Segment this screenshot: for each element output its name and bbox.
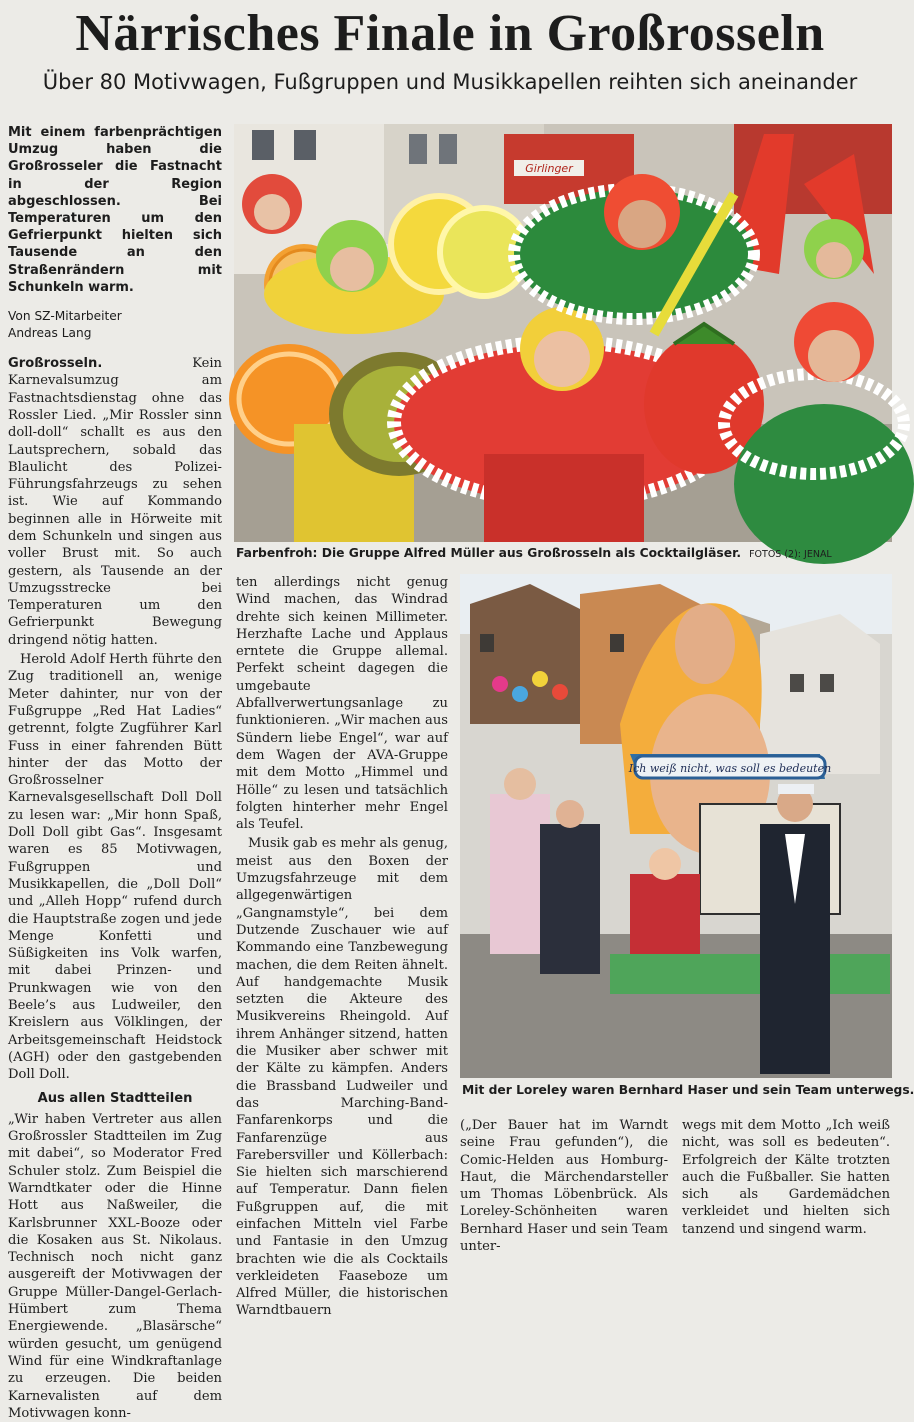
truck-brand-text: Girlinger	[525, 162, 573, 175]
paragraph-2: Herold Adolf Herth führte den Zug traditionell an, wenige Meter dahinter, nur von der Fußgruppe „Red Hat Ladies“ getrennt, folgte Zugführer Karl Fuss in einer fahrenden Bütt hinter der das Motto der Großrosselner Karnevalsgesellschaft Doll Doll zu lesen war: „Mir honn Spaß, Doll Doll gibt Gas“. Insgesamt waren es 85 Motivwagen, Fußgruppen und Musikkapellen, die „Doll Doll“ und „Alleh Hopp“ rufend durch die Hauptstraße zogen und jede Menge Konfetti und Süßigkeiten ins Volk warfen, mit dabei Prinzen- und Prunkwagen wie von den Beele’s aus Ludweiler, den Kreislern aus Völklingen, der Arbeitsgemeinschaft Heidstock (AGH) oder den gastgebenden Doll Doll.	[8, 652, 222, 1083]
article-column-2	[236, 574, 448, 1319]
photo-cocktail-costumes	[234, 124, 892, 542]
photo-1-caption	[236, 546, 832, 560]
paragraph-3: „Wir haben Vertreter aus allen Großrossler Stadtteilen im Zug mit dabei“, so Moderator Fred Schuler stolz. Zum Beispiel die Warndtkater oder die Hinne Hott aus Naßweiler, die Karlsbrunner XXL-Booze oder die Kosaken aus St. Nikolaus. Technisch noch nicht ganz ausgereift der Motivwagen der Gruppe Müller-Dangel-Gerlach-Hümbert zum Thema Energiewende. „Blasärsche“ würden gesucht, um genügend Wind für eine Windkraftanlage zu erzeugen. Die beiden Karnevalisten auf dem Motivwagen konn-	[8, 1111, 222, 1421]
col3-paragraph: („Der Bauer hat im Warndt seine Frau gefunden“), die Comic-Helden aus Homburg-Haut, die Märchendarsteller um Thomas Löbenbrück. Als Loreley-Schönheiten waren Bernhard Haser und sein Team unter-	[460, 1118, 668, 1255]
photo-2-caption: Mit der Loreley waren Bernhard Haser und sein Team unterwegs.	[462, 1083, 914, 1097]
photo-cocktail-costumes-image	[234, 124, 892, 542]
photo-1-caption-text: Farbenfroh: Die Gruppe Alfred Müller aus Großrosseln als Cocktailgläser.	[236, 546, 742, 560]
photo-credit: FOTOS (2): JENAL	[749, 549, 832, 560]
dateline: Großrosseln.	[8, 356, 103, 372]
byline-author: Andreas Lang	[8, 325, 92, 340]
section-subhead: Aus allen Stadtteilen	[37, 1090, 193, 1106]
byline	[8, 308, 222, 341]
article-column-4	[682, 1117, 890, 1237]
col4-paragraph: wegs mit dem Motto „Ich weiß nicht, was soll es bedeuten“. Erfolgreich der Kälte trotzten auch die Fußballer. Sie hatten sich als Gardemädchen verkleidet und hielten sich tanzend und singend warm.	[682, 1118, 890, 1237]
paragraph-1	[8, 355, 222, 649]
subheadline: Über 80 Motivwagen, Fußgruppen und Musikkapellen reihten sich aneinander	[42, 70, 858, 94]
paragraph-1-text: Kein Karnevalsumzug am Fastnachtsdienstag ohne das Rossler Lied. „Mir Rossler sinn doll-doll“ schallt es aus den Lautsprechern, sobald das Blaulicht des Polizei-Führungsfahrzeugs zu sehen ist. Wie auf Kommando beginnen alle in Hörweite mit dem Schunkeln und singen aus voller Brust mit. So auch gestern, als Tausende an der Umzugsstrecke bei Temperaturen um den Gefrierpunkt Bewegung dringend nötig hatten.	[8, 356, 222, 648]
headline: Närrisches Finale in Großrosseln	[75, 5, 825, 62]
article-column-1	[8, 124, 222, 1421]
photo-loreley-float	[460, 574, 892, 1078]
float-banner-text: Ich weiß nicht, was soll es bedeuten	[628, 762, 832, 775]
lead-paragraph: Mit einem farbenprächtigen Umzug haben die Großrosseler die Fastnacht in der Region abgeschlossen. Bei Temperaturen um den Gefrierpunkt hielten sich Tausende an den Straßenrändern mit Schunkeln warm.	[8, 125, 222, 295]
byline-line-1: Von SZ-Mitarbeiter	[8, 309, 122, 324]
col2-paragraph-2: Musik gab es mehr als genug, meist aus den Boxen der Umzugsfahrzeuge mit dem allgegenwärtigen „Gangnamstyle“, bei dem Dutzende Zuschauer wie auf Kommando eine Tanzbewegung machen, die dem Reiten ähnelt. Auf handgemachte Musik setzten die Akteure des Musikvereins Rheingold. Auf ihrem Anhänger sitzend, hatten die Musiker aber schwer mit der Kälte zu kämpfen. Anders die Brassband Ludweiler und das Marching-Band-Fanfarenkorps und die Fanfarenzüge aus Farebersviller und Köllerbach: Sie hielten sich marschierend auf Temperatur. Dann fielen Fußgruppen auf, die mit einfachen Mitteln viel Farbe und Fantasie in den Umzug brachten wie die als Cocktails verkleideten Faaseboze um Alfred Müller, die historischen Warndtbauern	[236, 836, 448, 1319]
col2-paragraph-1: ten allerdings nicht genug Wind machen, das Windrad drehte sich keinen Millimeter. Herzhafte Lache und Applaus erntete die Gruppe allemal. Perfekt scheint dagegen die umgebaute Abfallverwertungsanlage zu funktionieren. „Wir machen aus Sündern liebe Engel“, war auf dem Wagen der AVA-Gruppe mit dem Motto „Himmel und Hölle“ zu lesen und tatsächlich folgten hinterher mehr Engel als Teufel.	[236, 575, 448, 833]
photo-loreley-float-image	[460, 574, 892, 1078]
article-column-3	[460, 1117, 668, 1255]
